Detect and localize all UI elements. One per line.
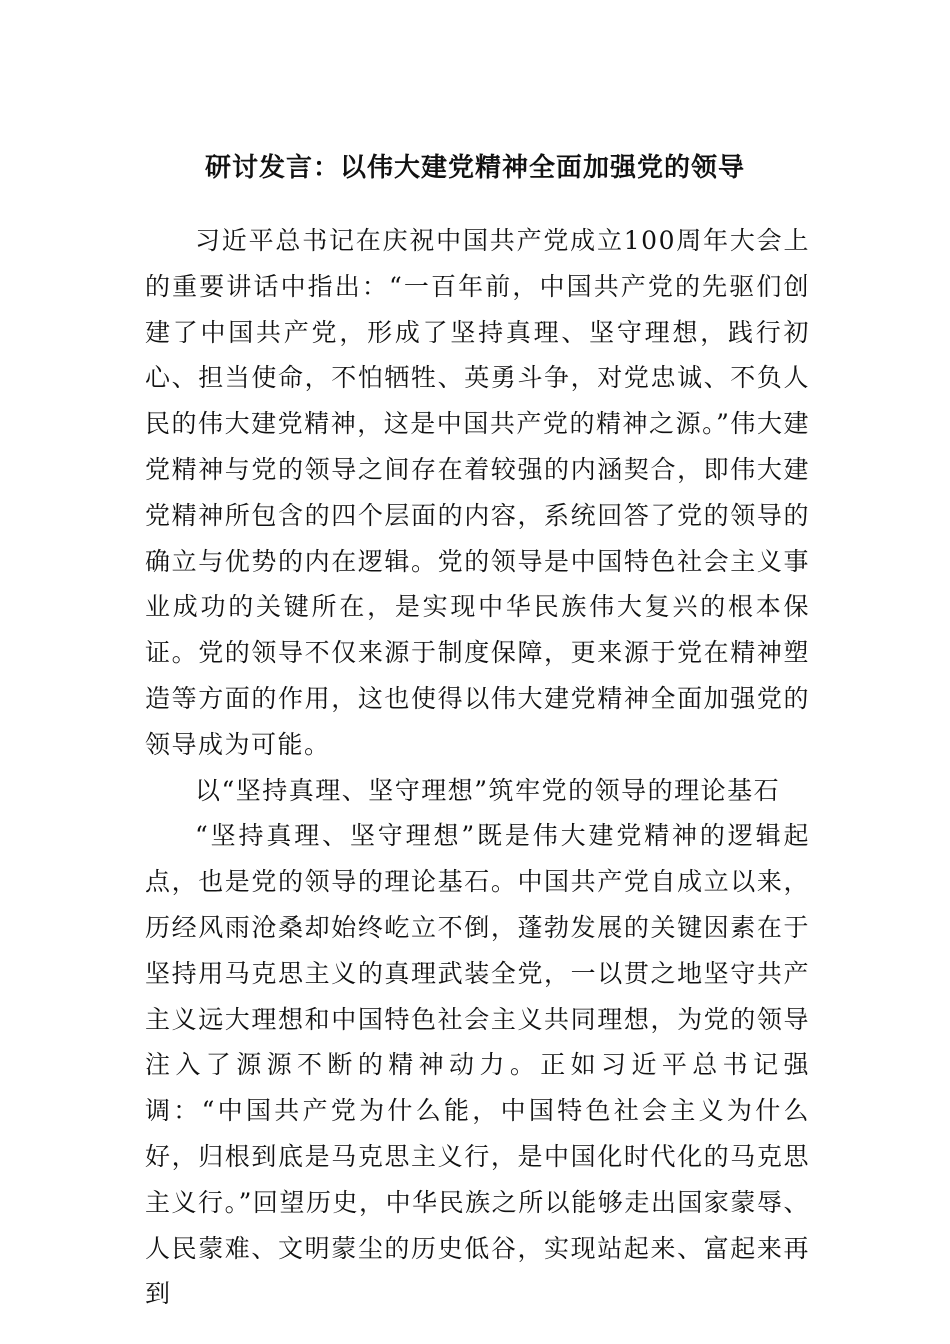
- paragraph-intro: 习近平总书记在庆祝中国共产党成立100周年大会上的重要讲话中指出：“一百年前，中国共产党的先驱们创建了中国共产党，形成了坚持真理、坚守理想，践行初心、担当使命，不怕牺牲、英勇斗争，对党忠诚、不负人民的伟大建党精神，这是中国共产党的精神之源。”伟大建党精神与党的领导之间存在着较强的内涵契合，即伟大建党精神所包含的四个层面的内容，系统回答了党的领导的确立与优势的内在逻辑。党的领导是中国特色社会主义事业成功的关键所在，是实现中华民族伟大复兴的根本保证。党的领导不仅来源于制度保障，更来源于党在精神塑造等方面的作用，这也使得以伟大建党精神全面加强党的领导成为可能。: [145, 226, 810, 759]
- section-heading: 以“坚持真理、坚守理想”筑牢党的领导的理论基石: [195, 775, 781, 805]
- document-title: 研讨发言：以伟大建党精神全面加强党的领导: [204, 153, 745, 183]
- paragraph-section-1: “坚持真理、坚守理想”既是伟大建党精神的逻辑起点，也是党的领导的理论基石。中国共产党自成立以来，历经风雨沧桑却始终屹立不倒，蓬勃发展的关键因素在于坚持用马克思主义的真理武装全党，一以贯之地坚守共产主义远大理想和中国特色社会主义共同理想，为党的领导注入了源源不断的精神动力。正如习近平总书记强调：“中国共产党为什么能，中国特色社会主义为什么好，归根到底是马克思主义行，是中国化时代化的马克思主义行。”回望历史，中华民族之所以能够走出国家蒙辱、人民蒙难、文明蒙尘的历史低谷，实现站起来、富起来再到: [145, 821, 810, 1309]
- document-body: [145, 218, 810, 1317]
